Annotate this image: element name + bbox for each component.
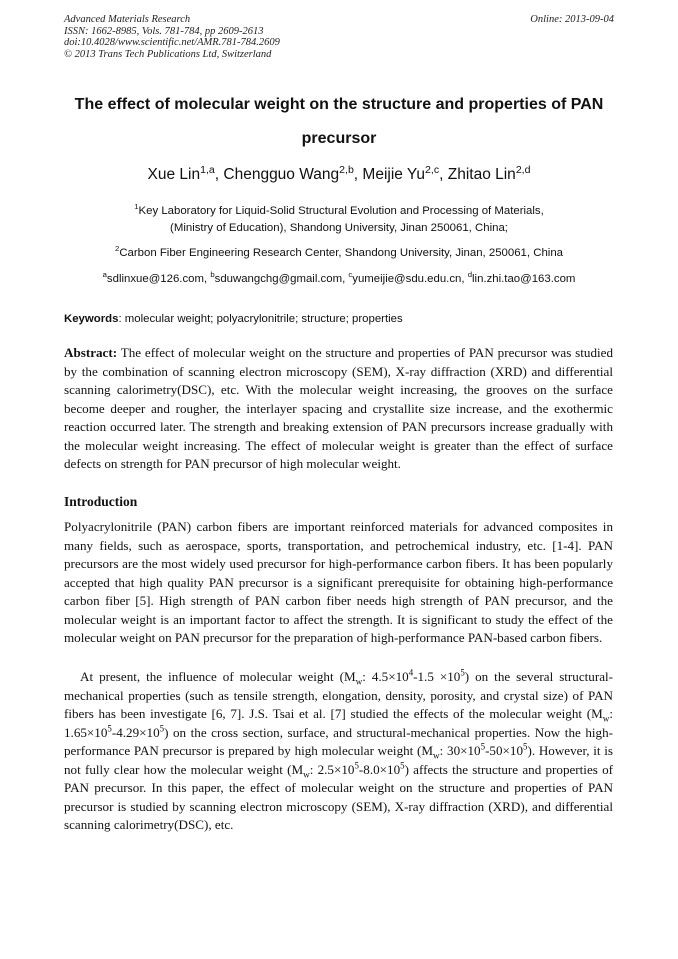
intro-paragraph-2: At present, the influence of molecular weight ($M_w$: $4.5\times 10^4-1.5 \times 10^5$) on the several structural-mechanical properties (such as tensile strength, elongation, density, porosity, and crystal size) of PAN fibers has been investigate [6, 7]. J.S. Tsai et al. [7] studied the effects of the molecular weight ($M_w$: $1.65\times 10^5-4.29\times 10^5$) on the cross section, surface, and structural-mechanical properties. Now the high-performance PAN precursor is prepared by high molecular weight ($M_w$: $30\times 10^5-50\times 10^5$). However, it is not fully clear how the molecular weight ($M_w$: $2.5\times 10^5-8.0\times 10^5$) affects the structure and properties of PAN precursor. In this paper, the effect of molecular weight on the structure and properties of PAN precursor is studied by scanning electron microscopy (SEM), X-ray diffraction (XRD), and differential scanning calorimetry(DSC), etc. bbox=[64, 667, 614, 832]
author-sup: 2,b bbox=[339, 163, 354, 176]
email-sup: c bbox=[348, 270, 353, 280]
keywords-text: : molecular weight; polyacrylonitrile; structure; properties bbox=[118, 313, 403, 325]
author-name: Xue Lin bbox=[147, 166, 201, 183]
affiliation-1 bbox=[40, 203, 638, 237]
author-list: Xue Lin$^{1,a}$, Chengguo Wang$^{2,b}$, Meijie Yu$^{2,c}$, Zhitao Lin$^{2,d}$ bbox=[147, 163, 531, 183]
author-sup: 2,d bbox=[515, 163, 531, 176]
journal-header bbox=[64, 14, 614, 60]
aff2-text: Carbon Fiber Engineering Research Center, Shandong University, Jinan, 250061, China bbox=[119, 247, 563, 259]
email-sup: b bbox=[210, 270, 215, 280]
email-sup: a bbox=[102, 270, 107, 280]
title-line-1: The effect of molecular weight on the structure and properties of PAN bbox=[74, 96, 604, 113]
abstract bbox=[64, 344, 613, 474]
email-link[interactable]: sduwangchg@gmail.com bbox=[214, 273, 343, 285]
doi: doi:10.4028/www.scientific.net/AMR.781-784.2609 bbox=[64, 37, 280, 48]
keywords-label: Keywords bbox=[64, 313, 119, 325]
abstract-text: The effect of molecular weight on the structure and properties of PAN precursor was studied by the combination of scanning electron microscopy (SEM), X-ray diffraction (XRD) and differential scanning calorimetry(DSC), etc. With the molecular weight increasing, the grooves on the surface become deeper and rougher, the interlayer spacing and crystallite size increase, and the exothermic reaction occurred later. The strength and breaking extension of PAN precursors increase gradually with the molecular weight increasing. The effect of molecular weight is greater than the effect of surface defects on strength for PAN precursor of high molecular weight. bbox=[64, 345, 613, 471]
email-link[interactable]: sdlinxue@126.com bbox=[106, 273, 204, 285]
author-sup: 2,c bbox=[425, 163, 440, 176]
aff-sup: 1 bbox=[134, 202, 139, 212]
aff1-line-2: (Ministry of Education), Shandong University, Jinan 250061, China; bbox=[170, 222, 508, 234]
email-sup: d bbox=[467, 270, 473, 280]
author-name: Chengguo Wang bbox=[223, 166, 340, 183]
author-name: Meijie Yu bbox=[362, 166, 426, 183]
section-heading-introduction: Introduction bbox=[64, 494, 138, 509]
keywords bbox=[64, 313, 614, 325]
issn: ISSN: 1662-8985, Vols. 781-784, pp 2609-2613 bbox=[64, 25, 264, 37]
email-list: $^a$sdlinxue@126.com, $^b$sduwangchg@gmail.com, $^c$yumeijie@sdu.edu.cn, $^d$lin.zhi.tao@163.com bbox=[102, 270, 576, 285]
email-link[interactable]: lin.zhi.tao@163.com bbox=[472, 273, 576, 285]
copyright: © 2013 Trans Tech Publications Ltd, Switzerland bbox=[64, 48, 272, 60]
journal-name: Advanced Materials Research bbox=[64, 14, 191, 25]
author-sup: 1,a bbox=[200, 163, 215, 176]
author-name: Zhitao Lin bbox=[447, 166, 516, 183]
affiliation-2 bbox=[40, 245, 638, 262]
online-date: Online: 2013-09-04 bbox=[530, 14, 614, 25]
paper-title bbox=[40, 88, 638, 156]
abstract-label: Abstract: bbox=[64, 345, 118, 360]
title-line-2: precursor bbox=[301, 130, 377, 147]
aff1-line-1: Key Laboratory for Liquid-Solid Structural Evolution and Processing of Materials, bbox=[138, 205, 544, 217]
email-link[interactable]: yumeijie@sdu.edu.cn bbox=[352, 273, 462, 285]
aff-sup: 2 bbox=[115, 244, 120, 254]
intro-paragraph-1: Polyacrylonitrile (PAN) carbon fibers are important reinforced materials for advanced composites in many fields, such as aerospace, sports, transportation, and petrochemical industry, etc. [1-4]. PAN precursors are the most widely used precursor for high-performance carbon fibers. It has been popularly accepted that high quality PAN precursor is a significant prerequisite for obtaining high-performance carbon fiber [5]. High strength of PAN carbon fiber needs high strength of PAN precursor, and the molecular weight is an important factor to affect the strength. It is significant to study the effect of the molecular weight on PAN precursor for the preparation of high-performance PAN-based carbon fibers. bbox=[64, 519, 613, 645]
